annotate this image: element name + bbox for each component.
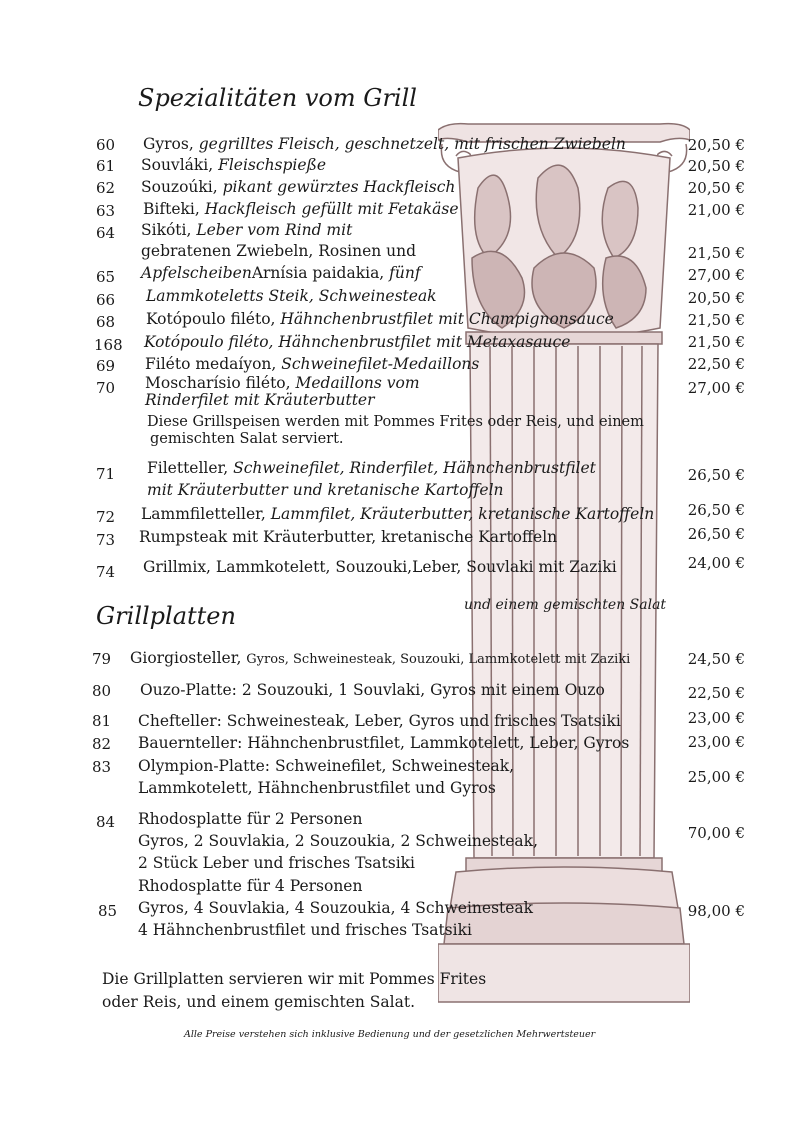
item-price: 23,00 € xyxy=(687,733,745,751)
menu-item-description-line: mit Kräuterbutter und kretanische Kartoffeln xyxy=(147,481,504,499)
item-number: 168 xyxy=(94,336,123,354)
menu-item-description: Lammkoteletts Steik, Schweinesteak xyxy=(146,287,437,305)
item-number: 74 xyxy=(96,563,116,581)
item-price: 20,50 € xyxy=(687,179,745,197)
menu-item-description-line: 4 Hähnchenbrustfilet und frisches Tsatsiki xyxy=(138,921,472,939)
item-price: 27,00 € xyxy=(687,266,745,284)
item-number: 61 xyxy=(96,157,116,175)
menu-item-description: Kotópoulo filéto, Hähnchenbrustfilet mit Champignonsauce xyxy=(146,310,614,328)
section-heading-grill-platters: Grillplatten xyxy=(96,602,236,630)
menu-item-description: Rhodosplatte für 4 Personen xyxy=(138,877,363,895)
item-price: 24,00 € xyxy=(687,554,745,572)
menu-item-description-line: gebratenen Zwiebeln, Rosinen und xyxy=(141,242,417,260)
item-price: 27,00 € xyxy=(687,379,745,397)
menu-item-description: Filetteller, Schweinefilet, Rinderfilet, Hähnchenbrustfilet xyxy=(147,459,596,477)
item-price: 22,50 € xyxy=(687,684,745,702)
menu-item-description: ApfelscheibenArnísia paidakia, fünf xyxy=(141,264,421,282)
side-note: und einem gemischten Salat xyxy=(464,597,667,613)
menu-item-description-line: Gyros, 4 Souvlakia, 4 Souzoukia, 4 Schweinesteak xyxy=(138,899,534,917)
item-number: 72 xyxy=(96,508,116,526)
item-price: 98,00 € xyxy=(687,902,745,920)
item-price: 21,50 € xyxy=(687,244,745,262)
menu-item-description: Sikóti, Leber vom Rind mit xyxy=(141,221,353,239)
item-number: 83 xyxy=(92,758,112,776)
menu-item-description: Rumpsteak mit Kräuterbutter, kretanische Kartoffeln xyxy=(139,528,558,546)
section-heading-grill-specialties: Spezialitäten vom Grill xyxy=(138,84,417,112)
item-price: 20,50 € xyxy=(687,136,745,154)
item-number: 81 xyxy=(92,712,112,730)
item-price: 26,50 € xyxy=(687,501,745,519)
menu-item-description: Bauernteller: Hähnchenbrustfilet, Lammkotelett, Leber, Gyros xyxy=(138,734,630,752)
item-number: 71 xyxy=(96,465,116,483)
serving-note: oder Reis, und einem gemischten Salat. xyxy=(102,993,415,1011)
item-price: 20,50 € xyxy=(687,157,745,175)
item-number: 79 xyxy=(92,650,112,668)
item-price: 26,50 € xyxy=(687,525,745,543)
item-number: 60 xyxy=(96,136,116,154)
menu-item-description: Souvláki, Fleischspieße xyxy=(141,156,327,174)
item-price: 22,50 € xyxy=(687,355,745,373)
menu-item-description: Ouzo-Platte: 2 Souzouki, 1 Souvlaki, Gyros mit einem Ouzo xyxy=(140,681,605,699)
item-number: 63 xyxy=(96,202,116,220)
menu-item-description-line: Rinderfilet mit Kräuterbutter xyxy=(145,391,375,409)
menu-item-description: Rhodosplatte für 2 Personen xyxy=(138,810,363,828)
menu-item-description: Kotópoulo filéto, Hähnchenbrustfilet mit Metaxasauce xyxy=(144,333,571,351)
menu-item-description-line: 2 Stück Leber und frisches Tsatsiki xyxy=(138,854,416,872)
item-price: 23,00 € xyxy=(687,709,745,727)
item-number: 73 xyxy=(96,531,116,549)
menu-item-description: Grillmix, Lammkotelett, Souzouki,Leber, Souvlaki mit Zaziki xyxy=(143,558,617,576)
menu-item-description-line: Gyros, 2 Souvlakia, 2 Souzoukia, 2 Schweinesteak, xyxy=(138,832,538,850)
menu-item-description: Lammfiletteller, Lammfilet, Kräuterbutter, kretanische Kartoffeln xyxy=(141,505,655,523)
item-number: 62 xyxy=(96,179,116,197)
item-number: 84 xyxy=(96,813,116,831)
menu-item-description: Olympion-Platte: Schweinefilet, Schweinesteak, xyxy=(138,757,515,775)
item-number: 68 xyxy=(96,313,116,331)
menu-item-description: Moscharísio filéto, Medaillons vom xyxy=(145,374,420,392)
menu-item-description: Giorgiosteller, Gyros, Schweinesteak, Souzouki, Lammkotelett mit Zaziki xyxy=(130,649,631,667)
item-number: 80 xyxy=(92,682,112,700)
item-price: 24,50 € xyxy=(687,650,745,668)
item-number: 70 xyxy=(96,379,116,397)
item-price: 26,50 € xyxy=(687,466,745,484)
item-price: 21,50 € xyxy=(687,333,745,351)
serving-note: gemischten Salat serviert. xyxy=(150,431,344,447)
menu-item-description: Filéto medaíyon, Schweinefilet-Medaillons xyxy=(145,355,480,373)
item-number: 82 xyxy=(92,735,112,753)
item-number: 85 xyxy=(98,902,118,920)
item-price: 70,00 € xyxy=(687,824,745,842)
item-number: 65 xyxy=(96,268,116,286)
price-disclaimer: Alle Preise verstehen sich inklusive Bedienung und der gesetzlichen Mehrwertsteuer xyxy=(184,1029,596,1040)
menu-item-description: Gyros, gegrilltes Fleisch, geschnetzelt, mit frischen Zwiebeln xyxy=(143,135,626,153)
item-price: 21,00 € xyxy=(687,201,745,219)
item-number: 64 xyxy=(96,224,116,242)
menu-item-description: Souzoúki, pikant gewürztes Hackfleisch xyxy=(141,178,456,196)
menu-item-description-line: Lammkotelett, Hähnchenbrustfilet und Gyros xyxy=(138,779,496,797)
item-price: 20,50 € xyxy=(687,289,745,307)
serving-note: Die Grillplatten servieren wir mit Pommes Frites xyxy=(102,970,487,988)
serving-note: Diese Grillspeisen werden mit Pommes Frites oder Reis, und einem xyxy=(147,414,644,430)
item-price: 21,50 € xyxy=(687,311,745,329)
menu-item-description: Bifteki, Hackfleisch gefüllt mit Fetakäse xyxy=(143,200,459,218)
item-number: 69 xyxy=(96,357,116,375)
item-number: 66 xyxy=(96,291,116,309)
item-price: 25,00 € xyxy=(687,768,745,786)
menu-item-description: Chefteller: Schweinesteak, Leber, Gyros und frisches Tsatsiki xyxy=(138,712,621,730)
